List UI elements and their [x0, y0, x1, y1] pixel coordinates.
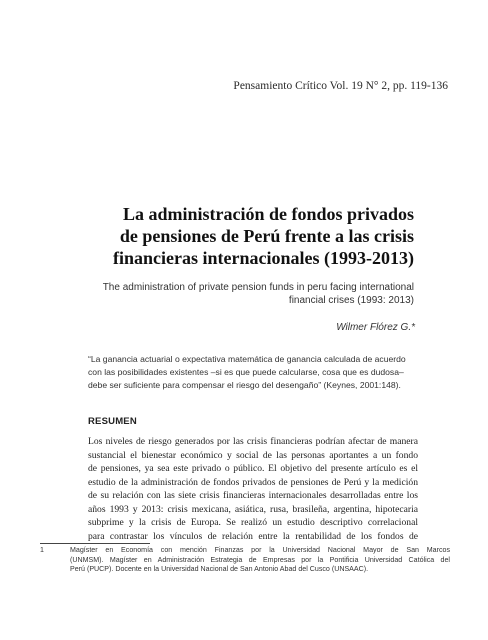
english-title-line: The administration of private pension funds in peru facing international: [102, 282, 414, 293]
title-line: de pensiones de Perú frente a las crisis: [119, 226, 414, 246]
title-line: financieras internacionales (1993-2013): [113, 248, 414, 268]
footnote-line: (UNMSM). Magíster en Administración Estrategia de Empresas por la Pontificia Universidad Católica del: [70, 555, 450, 564]
abstract-line: estudio de la administración de fondos privados de pensiones de Perú y la medición: [88, 476, 418, 488]
epigraph-line: “La ganancia actuarial o expectativa matemática de ganancia calculada de acuerdo: [88, 354, 406, 364]
epigraph-quote: [88, 353, 428, 392]
title-line: La administración de fondos privados: [122, 204, 414, 224]
english-title-line: financial crises (1993: 2013): [288, 295, 414, 306]
article-title: [14, 203, 414, 269]
abstract-line: de pensiones, ya sea este privado o público. El objetivo del presente artículo es el: [88, 463, 418, 474]
abstract-line: para contrastar los vínculos de relación entre la rentabilidad de los fondos de: [88, 530, 418, 542]
footnote-number: 1: [40, 546, 44, 554]
abstract-heading: RESUMEN: [88, 416, 137, 427]
author-name: Wilmer Flórez G.*: [336, 322, 415, 333]
abstract-line: Los niveles de riesgo generados por las crisis financieras podrían afectar de manera: [88, 436, 418, 447]
abstract-line: años 1993 y 2013: crisis mexicana, asiática, rusa, brasileña, argentina, hipotecaria: [88, 503, 418, 515]
abstract-line: subprime y la crisis de Europa. Se realizó un estudio descriptivo correlacional: [88, 517, 418, 528]
abstract-line: de su relación con las siete crisis financieras internacionales desarrolladas entre los: [88, 490, 418, 501]
english-title: [54, 281, 414, 307]
abstract-line: sustancial el bienestar económico y social de las personas aportantes a un fondo: [88, 449, 418, 461]
footnote-line: Perú (PUCP). Docente en la Universidad Nacional de San Antonio Abad del Cusco (UNSAAC).: [70, 565, 369, 573]
epigraph-line: con las posibilidades existentes –si es que puede calcularse, cosa que es dudosa–: [88, 367, 404, 377]
abstract-body: [88, 435, 418, 543]
journal-reference: Pensamiento Crítico Vol. 19 N° 2, pp. 119-136: [233, 80, 448, 92]
footnote-line: Magíster en Economía con mención Finanzas por la Universidad Nacional Mayor de San Marcos: [70, 546, 450, 554]
footnote: [40, 546, 450, 575]
footnote-text: [70, 546, 450, 575]
epigraph-line: debe ser suficiente para compensar el riesgo del desengaño” (Keynes, 2001:148).: [88, 380, 401, 390]
footnote-divider: [40, 543, 150, 544]
